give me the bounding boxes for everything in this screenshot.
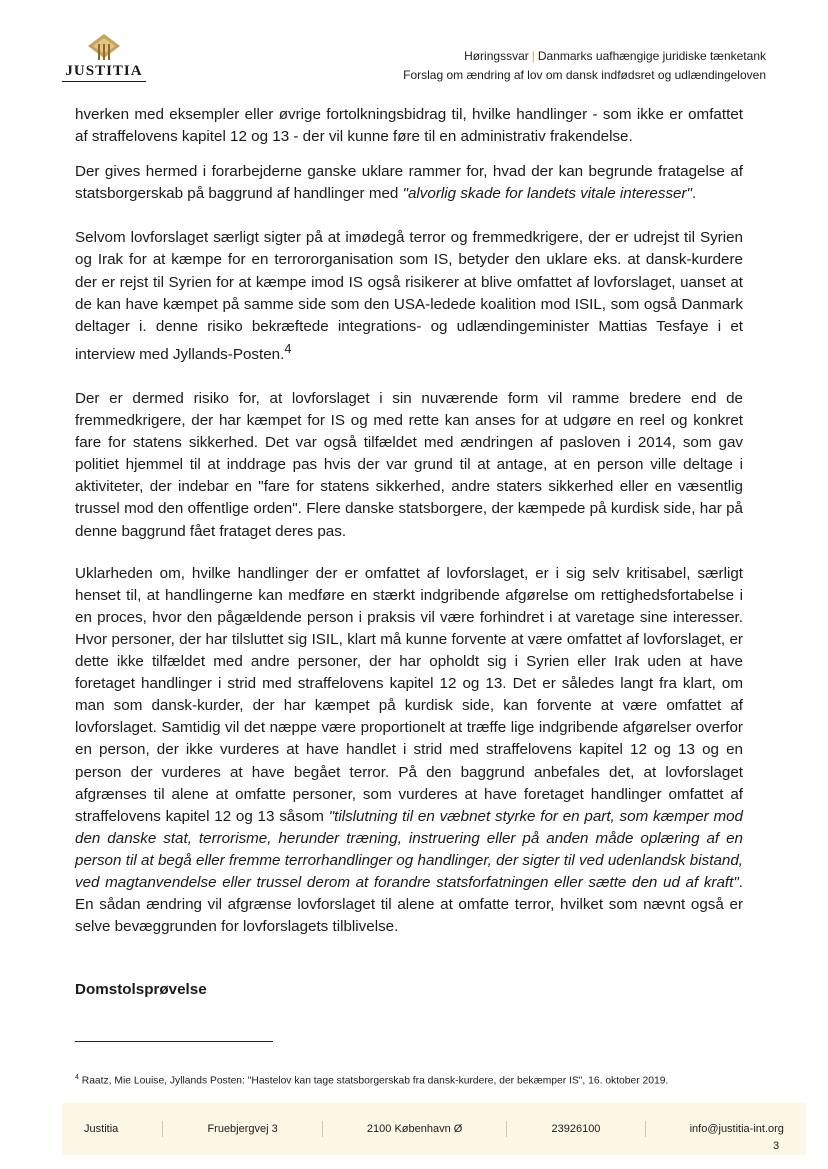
header-org-tagline: Danmarks uafhængige juridiske tænketank — [537, 49, 766, 63]
page-number: 3 — [773, 1140, 780, 1152]
footnote-mark: 4 — [75, 1074, 79, 1081]
logo-underline — [62, 81, 146, 82]
paragraph-5-text: Uklarheden om, hvilke handlinger der er omfattet af lovforslaget, er i sig selv kritisabel, særligt henset til, at handlingerne kan medføre en stærkt indgribende afgørelse om rettighedsfortabelse i en proces, hvor den pågældende person i praksis vil være forhindret i at varetage sine interesser. Hvor personer, der har tilsluttet sig ISIL, klart må kunne forvente at være omfattet af lovforslaget, er dette ikke tilfældet med andre personer, der har opholdt sig i Syrien eller Irak uden at have foretaget handlinger i strid med straffelovens kapitel 12 og 13. Det er således langt fra klart, om man som dansk-kurder, der har kæmpet på kurdisk side, kan forvente at være omfattet af lovforslaget. Samtidig vil det næppe være proportionelt at træffe lige indgribende afgørelser overfor en person, der ikke vurderes at have handlet i strid med straffelovens kapitel 12 og 13 og en person der vurderes at have begået terror. På den baggrund anbefales det, at lovforslaget afgrænses til alene at omfatte personer, som vurderes at have foretaget handlinger omfattet af straffelovens kapitel 12 og 13 såsom — [75, 564, 743, 825]
footer-divider — [322, 1121, 323, 1137]
footer-address: Fruebjergvej 3 — [207, 1123, 278, 1135]
footnote — [75, 1071, 755, 1088]
header-doc-type: Høringssvar — [464, 49, 529, 63]
section-heading: Domstolsprøvelse — [75, 981, 207, 998]
document-body — [75, 104, 743, 951]
footer-org: Justitia — [84, 1123, 119, 1135]
document-header — [403, 47, 766, 85]
header-line-1 — [403, 47, 766, 66]
paragraph-4: Der er dermed risiko for, at lovforslaget i sin nuværende form vil ramme bredere end de fremmedkrigere, der har kæmpet for IS og med rette kan anses for at udgøre en reel og konkret fare for statens sikkerhed. Det var også tilfældet med ændringen af pasloven i 2014, som gav politiet hjemmel til at inddrage pas hvis der var grund til at antage, at en person ville deltage i aktiviteter, der indebar en "fare for statens sikkerhed, andre staters sikkerhed eller en væsentlig trussel mod den offentlige orden". Flere danske statsborgere, der kæmpede på kurdisk side, har på denne baggrund fået frataget deres pas. — [75, 390, 743, 540]
footer-divider — [506, 1121, 507, 1137]
paragraph-2-text: Der gives hermed i forarbejderne ganske uklare rammer for, hvad der kan begrunde fratagelse af statsborgerskab på baggrund af handlinger med — [75, 163, 743, 203]
paragraph-5 — [75, 563, 743, 939]
footer-divider — [645, 1121, 646, 1137]
page-footer — [62, 1103, 806, 1155]
justitia-logo — [62, 34, 146, 80]
footnote-ref-4[interactable]: 4 — [284, 341, 292, 356]
footer-email[interactable]: info@justitia-int.org — [689, 1123, 784, 1135]
paragraph-2-end: . — [691, 185, 697, 203]
scales-icon — [84, 34, 124, 64]
paragraph-1: hverken med eksempler eller øvrige fortolkningsbidrag til, hvilke handlinger - som ikke er omfattet af straffelovens kapitel 12 og 13 - der vil kunne føre til en administrativ frakendelse. — [75, 106, 743, 146]
footer-divider — [162, 1121, 163, 1137]
paragraph-3 — [75, 227, 743, 366]
paragraph-3-text: Selvom lovforslaget særligt sigter på at imødegå terror og fremmedkrigere, der er udrejst til Syrien og Irak for at kæmpe for en terrororganisation som IS, betyder den uklare eks. at dansk-kurdere der er rejst til Syrien for at kæmpe imod IS også risikerer at blive omfattet af lovforslaget, uanset at de kan have kæmpet på samme side som den USA-ledede koalition mod ISIL, som også Danmark deltager i. denne risiko bekræftede integrations- og udlændingeminister Mattias Tesfaye i et interview med Jyllands-Posten. — [75, 229, 743, 363]
header-separator: | — [531, 49, 535, 63]
footnote-divider — [75, 1041, 273, 1042]
footer-contact-row — [62, 1103, 806, 1155]
paragraph-5-quote: "tilslutning til en væbnet styrke for en part, som kæmper mod den danske stat, terrorisme, herunder træning, instruering eller på anden måde oplæring af en person til at begå eller fremme terrorhandlinger og handlinger, der sigter til ved udenlandsk bistand, ved magtanvendelse eller trussel derom at forandre statsforfatningen eller sætte den ud af kraft" — [75, 807, 743, 891]
paragraph-5-end: . En sådan ændring vil afgrænse lovforslaget til alene at omfatte terror, hvilket som nævnt også er selve bevæggrunden for lovforslagets tilblivelse. — [75, 873, 743, 936]
header-line-2: Forslag om ændring af lov om dansk indfødsret og udlændingeloven — [403, 68, 766, 82]
footer-city: 2100 København Ø — [366, 1123, 463, 1135]
footnote-text: Raatz, Mie Louise, Jyllands Posten: "Hastelov kan tage statsborgerskab fra dansk-kurdere, der bekæmper IS", 16. oktober 2019. — [78, 1075, 669, 1087]
logo-text: JUSTITIA — [65, 63, 143, 79]
paragraph-2 — [75, 161, 743, 205]
paragraph-2-quote: "alvorlig skade for landets vitale interesser" — [402, 185, 692, 203]
footer-phone: 23926100 — [551, 1123, 601, 1135]
